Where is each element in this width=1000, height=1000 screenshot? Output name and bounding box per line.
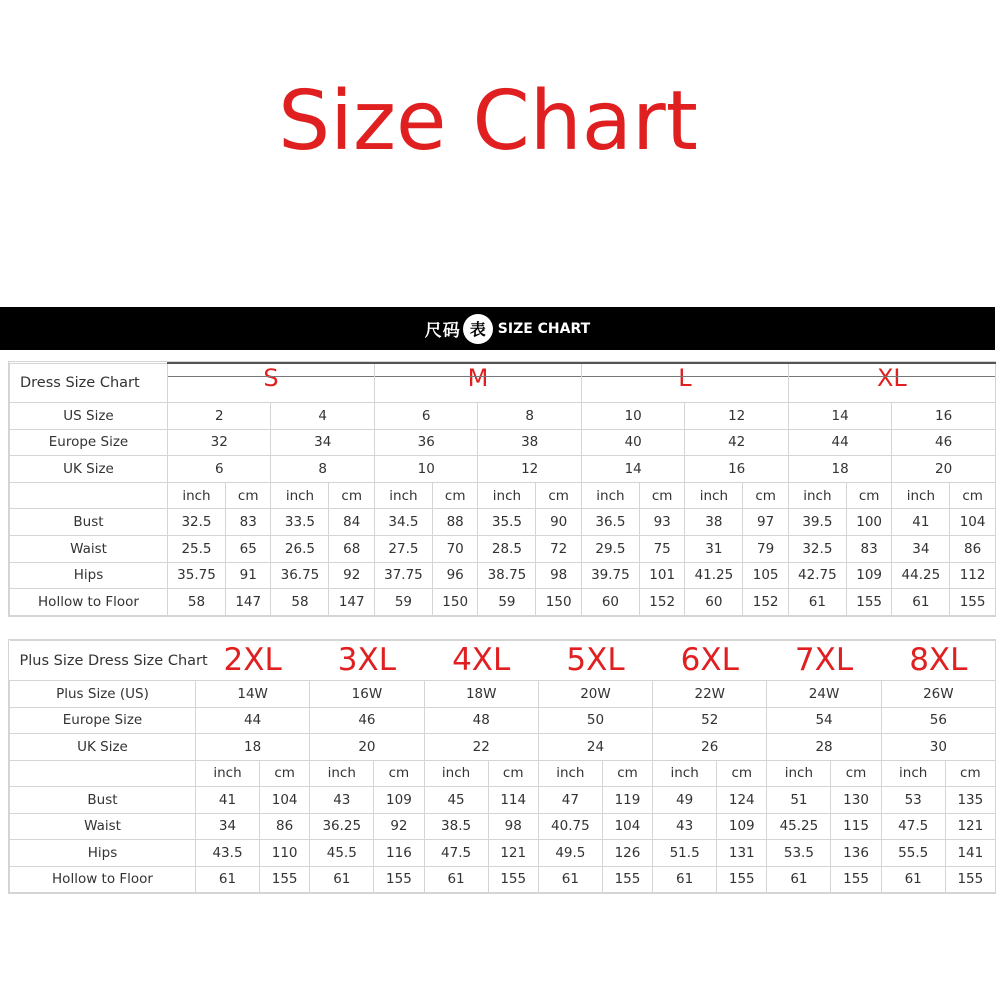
size-value: 8 — [271, 456, 374, 483]
page-title: Size Chart — [278, 74, 698, 169]
dress-size-chart — [8, 361, 996, 617]
us-size-row — [10, 403, 996, 430]
size-group-cell — [788, 363, 995, 403]
unit-inch: inch — [310, 760, 374, 787]
measurement-value: 98 — [536, 562, 582, 589]
unit-inch: inch — [892, 482, 950, 509]
size-value: 34 — [271, 429, 374, 456]
measurement-value: 101 — [639, 562, 685, 589]
measurement-value: 36.5 — [581, 509, 639, 536]
measurement-value: 59 — [374, 589, 432, 616]
measurement-value: 61 — [767, 866, 831, 893]
size-group-cell — [538, 641, 652, 681]
size-value: 22W — [653, 681, 767, 708]
measurement-value: 38.75 — [478, 562, 536, 589]
unit-row — [10, 482, 996, 509]
unit-cm: cm — [602, 760, 652, 787]
measurement-row — [10, 787, 996, 814]
unit-cm: cm — [831, 760, 881, 787]
measurement-value: 53 — [881, 787, 945, 814]
measurement-row — [10, 509, 996, 536]
measurement-value: 124 — [717, 787, 767, 814]
measurement-value: 110 — [260, 840, 310, 867]
eu-size-row — [10, 707, 996, 734]
row-label: UK Size — [10, 734, 196, 761]
size-group-label: 6XL — [680, 642, 739, 678]
row-label: Europe Size — [10, 707, 196, 734]
size-group-label: 8XL — [909, 642, 968, 678]
measurement-value: 121 — [488, 840, 538, 867]
chart-title: Plus Size Dress Size Chart — [10, 641, 196, 681]
size-value: 16 — [685, 456, 788, 483]
size-value: 26W — [881, 681, 995, 708]
unit-cm: cm — [432, 482, 478, 509]
size-value: 28 — [767, 734, 881, 761]
size-group-label: M — [467, 364, 489, 392]
measurement-value: 152 — [639, 589, 685, 616]
unit-inch: inch — [685, 482, 743, 509]
unit-cm: cm — [639, 482, 685, 509]
measurement-value: 91 — [225, 562, 271, 589]
measurement-value: 90 — [536, 509, 582, 536]
measurement-value: 155 — [488, 866, 538, 893]
unit-inch: inch — [653, 760, 717, 787]
unit-cm: cm — [488, 760, 538, 787]
unit-inch: inch — [168, 482, 226, 509]
plus-size-table — [9, 640, 996, 893]
size-value: 18 — [788, 456, 891, 483]
measurement-value: 155 — [846, 589, 892, 616]
measurement-label: Bust — [10, 509, 168, 536]
chart-title: Dress Size Chart — [10, 363, 168, 403]
measurement-value: 84 — [329, 509, 375, 536]
size-value: 20W — [538, 681, 652, 708]
measurement-value: 31 — [685, 535, 743, 562]
measurement-value: 29.5 — [581, 535, 639, 562]
measurement-value: 130 — [831, 787, 881, 814]
measurement-value: 39.5 — [788, 509, 846, 536]
size-value: 6 — [168, 456, 271, 483]
measurement-value: 45.5 — [310, 840, 374, 867]
measurement-label: Waist — [10, 813, 196, 840]
measurement-row — [10, 840, 996, 867]
banner-content — [425, 314, 590, 344]
measurement-value: 43.5 — [196, 840, 260, 867]
size-value: 52 — [653, 707, 767, 734]
unit-inch: inch — [271, 482, 329, 509]
measurement-value: 116 — [374, 840, 424, 867]
size-value: 38 — [478, 429, 581, 456]
size-group-row — [10, 363, 996, 403]
measurement-label: Hips — [10, 562, 168, 589]
size-group-cell — [581, 363, 788, 403]
size-value: 10 — [374, 456, 477, 483]
measurement-value: 152 — [743, 589, 789, 616]
size-value: 4 — [271, 403, 374, 430]
size-value: 18W — [424, 681, 538, 708]
measurement-value: 41 — [196, 787, 260, 814]
us-size-row — [10, 681, 996, 708]
measurement-value: 51 — [767, 787, 831, 814]
row-label: Plus Size (US) — [10, 681, 196, 708]
measurement-label: Waist — [10, 535, 168, 562]
size-value: 16W — [310, 681, 424, 708]
size-group-label: 2XL — [223, 642, 282, 678]
unit-cm: cm — [225, 482, 271, 509]
measurement-value: 45.25 — [767, 813, 831, 840]
measurement-value: 33.5 — [271, 509, 329, 536]
measurement-value: 92 — [329, 562, 375, 589]
size-group-cell — [653, 641, 767, 681]
size-group-label: 3XL — [337, 642, 397, 678]
size-value: 24 — [538, 734, 652, 761]
measurement-value: 38.5 — [424, 813, 488, 840]
measurement-value: 40.75 — [538, 813, 602, 840]
size-value: 12 — [478, 456, 581, 483]
unit-cm: cm — [329, 482, 375, 509]
size-group-label: S — [263, 364, 279, 392]
size-group-cell — [767, 641, 881, 681]
measurement-value: 25.5 — [168, 535, 226, 562]
size-value: 18 — [196, 734, 310, 761]
size-value: 56 — [881, 707, 995, 734]
measurement-value: 70 — [432, 535, 478, 562]
unit-inch: inch — [196, 760, 260, 787]
measurement-value: 155 — [831, 866, 881, 893]
measurement-value: 135 — [945, 787, 995, 814]
size-group-cell — [196, 641, 310, 681]
size-value: 40 — [581, 429, 684, 456]
unit-row-label — [10, 760, 196, 787]
row-label: UK Size — [10, 456, 168, 483]
measurement-value: 109 — [717, 813, 767, 840]
measurement-value: 75 — [639, 535, 685, 562]
unit-row — [10, 760, 996, 787]
unit-cm: cm — [536, 482, 582, 509]
unit-inch: inch — [374, 482, 432, 509]
measurement-value: 97 — [743, 509, 789, 536]
size-group-label: XL — [876, 364, 907, 392]
size-value: 10 — [581, 403, 684, 430]
measurement-value: 109 — [846, 562, 892, 589]
unit-inch: inch — [767, 760, 831, 787]
size-value: 24W — [767, 681, 881, 708]
measurement-value: 65 — [225, 535, 271, 562]
measurement-value: 58 — [271, 589, 329, 616]
measurement-value: 39.75 — [581, 562, 639, 589]
size-group-label: 5XL — [566, 642, 625, 678]
measurement-value: 61 — [788, 589, 846, 616]
measurement-value: 68 — [329, 535, 375, 562]
measurement-value: 155 — [602, 866, 652, 893]
size-value: 8 — [478, 403, 581, 430]
size-group-cell — [881, 641, 995, 681]
size-value: 46 — [892, 429, 995, 456]
row-label: Europe Size — [10, 429, 168, 456]
unit-cm: cm — [374, 760, 424, 787]
size-value: 14 — [788, 403, 891, 430]
measurement-value: 155 — [374, 866, 424, 893]
measurement-value: 58 — [168, 589, 226, 616]
uk-size-row — [10, 456, 996, 483]
measurement-value: 43 — [310, 787, 374, 814]
measurement-value: 59 — [478, 589, 536, 616]
measurement-value: 83 — [225, 509, 271, 536]
unit-inch: inch — [881, 760, 945, 787]
measurement-label: Hollow to Floor — [10, 589, 168, 616]
size-value: 12 — [685, 403, 788, 430]
size-group-cell — [374, 363, 581, 403]
measurement-value: 104 — [950, 509, 996, 536]
measurement-value: 47.5 — [424, 840, 488, 867]
size-value: 14 — [581, 456, 684, 483]
unit-inch: inch — [424, 760, 488, 787]
unit-cm: cm — [717, 760, 767, 787]
measurement-value: 41.25 — [685, 562, 743, 589]
measurement-value: 55.5 — [881, 840, 945, 867]
size-value: 2 — [168, 403, 271, 430]
banner-cn-text: 尺码 — [424, 321, 461, 341]
measurement-value: 136 — [831, 840, 881, 867]
size-value: 36 — [374, 429, 477, 456]
size-value: 44 — [788, 429, 891, 456]
measurement-value: 115 — [831, 813, 881, 840]
unit-cm: cm — [846, 482, 892, 509]
measurement-row — [10, 589, 996, 616]
measurement-value: 104 — [602, 813, 652, 840]
size-value: 20 — [310, 734, 424, 761]
measurement-value: 47.5 — [881, 813, 945, 840]
measurement-row — [10, 535, 996, 562]
size-group-cell — [424, 641, 538, 681]
measurement-value: 61 — [653, 866, 717, 893]
measurement-value: 36.25 — [310, 813, 374, 840]
measurement-row — [10, 562, 996, 589]
measurement-value: 104 — [260, 787, 310, 814]
measurement-value: 72 — [536, 535, 582, 562]
measurement-value: 92 — [374, 813, 424, 840]
measurement-value: 119 — [602, 787, 652, 814]
size-group-label: 4XL — [452, 642, 511, 678]
measurement-value: 26.5 — [271, 535, 329, 562]
measurement-value: 51.5 — [653, 840, 717, 867]
unit-inch: inch — [538, 760, 602, 787]
measurement-value: 112 — [950, 562, 996, 589]
measurement-row — [10, 813, 996, 840]
measurement-value: 34.5 — [374, 509, 432, 536]
measurement-value: 155 — [260, 866, 310, 893]
measurement-value: 105 — [743, 562, 789, 589]
measurement-value: 79 — [743, 535, 789, 562]
unit-inch: inch — [581, 482, 639, 509]
size-value: 30 — [881, 734, 995, 761]
measurement-value: 42.75 — [788, 562, 846, 589]
size-value: 50 — [538, 707, 652, 734]
banner-circle-badge: 表 — [463, 314, 493, 344]
measurement-value: 61 — [310, 866, 374, 893]
measurement-value: 38 — [685, 509, 743, 536]
size-value: 54 — [767, 707, 881, 734]
measurement-value: 43 — [653, 813, 717, 840]
measurement-value: 61 — [424, 866, 488, 893]
measurement-value: 121 — [945, 813, 995, 840]
measurement-value: 150 — [432, 589, 478, 616]
unit-inch: inch — [788, 482, 846, 509]
measurement-row — [10, 866, 996, 893]
measurement-value: 93 — [639, 509, 685, 536]
unit-cm: cm — [950, 482, 996, 509]
size-group-label: 7XL — [794, 642, 854, 678]
size-group-cell — [310, 641, 424, 681]
measurement-value: 35.5 — [478, 509, 536, 536]
size-value: 48 — [424, 707, 538, 734]
measurement-label: Bust — [10, 787, 196, 814]
measurement-value: 126 — [602, 840, 652, 867]
uk-size-row — [10, 734, 996, 761]
eu-size-row — [10, 429, 996, 456]
measurement-value: 49.5 — [538, 840, 602, 867]
plus-size-chart — [8, 639, 996, 894]
size-group-row — [10, 641, 996, 681]
unit-inch: inch — [478, 482, 536, 509]
measurement-value: 32.5 — [788, 535, 846, 562]
size-value: 32 — [168, 429, 271, 456]
banner-en-text: SIZE CHART — [497, 320, 591, 337]
unit-cm: cm — [743, 482, 789, 509]
size-value: 16 — [892, 403, 995, 430]
row-label: US Size — [10, 403, 168, 430]
measurement-value: 44.25 — [892, 562, 950, 589]
measurement-value: 96 — [432, 562, 478, 589]
size-value: 44 — [196, 707, 310, 734]
measurement-value: 37.75 — [374, 562, 432, 589]
unit-cm: cm — [945, 760, 995, 787]
measurement-label: Hollow to Floor — [10, 866, 196, 893]
measurement-value: 100 — [846, 509, 892, 536]
measurement-value: 155 — [950, 589, 996, 616]
size-group-cell — [168, 363, 375, 403]
size-value: 20 — [892, 456, 995, 483]
measurement-value: 86 — [260, 813, 310, 840]
measurement-value: 27.5 — [374, 535, 432, 562]
size-value: 42 — [685, 429, 788, 456]
measurement-value: 41 — [892, 509, 950, 536]
measurement-value: 49 — [653, 787, 717, 814]
measurement-value: 147 — [225, 589, 271, 616]
size-chart-banner — [0, 307, 995, 350]
measurement-value: 45 — [424, 787, 488, 814]
size-value: 26 — [653, 734, 767, 761]
measurement-value: 36.75 — [271, 562, 329, 589]
measurement-value: 83 — [846, 535, 892, 562]
measurement-value: 28.5 — [478, 535, 536, 562]
measurement-value: 86 — [950, 535, 996, 562]
measurement-value: 32.5 — [168, 509, 226, 536]
size-value: 14W — [196, 681, 310, 708]
measurement-value: 88 — [432, 509, 478, 536]
measurement-value: 61 — [538, 866, 602, 893]
size-value: 6 — [374, 403, 477, 430]
dress-size-table — [9, 362, 996, 616]
measurement-value: 109 — [374, 787, 424, 814]
measurement-value: 34 — [892, 535, 950, 562]
measurement-label: Hips — [10, 840, 196, 867]
measurement-value: 150 — [536, 589, 582, 616]
measurement-value: 61 — [196, 866, 260, 893]
measurement-value: 60 — [685, 589, 743, 616]
measurement-value: 35.75 — [168, 562, 226, 589]
size-value: 46 — [310, 707, 424, 734]
measurement-value: 131 — [717, 840, 767, 867]
measurement-value: 47 — [538, 787, 602, 814]
measurement-value: 61 — [881, 866, 945, 893]
measurement-value: 147 — [329, 589, 375, 616]
measurement-value: 98 — [488, 813, 538, 840]
measurement-value: 60 — [581, 589, 639, 616]
size-group-label: L — [678, 364, 692, 392]
measurement-value: 61 — [892, 589, 950, 616]
measurement-value: 155 — [945, 866, 995, 893]
measurement-value: 155 — [717, 866, 767, 893]
unit-cm: cm — [260, 760, 310, 787]
size-value: 22 — [424, 734, 538, 761]
measurement-value: 34 — [196, 813, 260, 840]
measurement-value: 141 — [945, 840, 995, 867]
measurement-value: 114 — [488, 787, 538, 814]
measurement-value: 53.5 — [767, 840, 831, 867]
unit-row-label — [10, 482, 168, 509]
